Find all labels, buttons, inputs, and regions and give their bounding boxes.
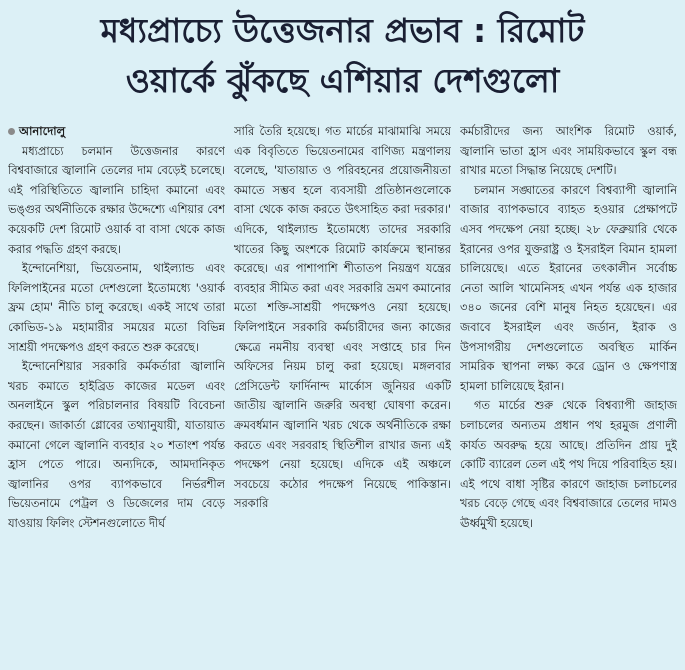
column-1 — [8, 122, 225, 668]
paragraph: মধ্যপ্রাচ্যে চলমান উত্তেজনার কারণে বিশ্ববাজারে জ্বালানি তেলের দাম বেড়েই চলেছে। এই পরিস্থিতিতে জ্বালানি চাহিদা কমানো এবং ভঙ্গুর অর্থনীতিকে রক্ষার উদ্দেশ্যে এশিয়ার বেশ কয়েকটি দেশ রিমোট ওয়ার্ক বা বাসা থেকে কাজ করার পদ্ধতি গ্রহণ করছে। — [8, 144, 225, 256]
paragraph: ইন্দোনেশিয়ার সরকারি কর্মকর্তারা জ্বালানি খরচ কমাতে হাইব্রিড কাজের মডেল এবং অনলাইনে স্কুল পরিচালনার বিষয়টি বিবেচনা করছেন। জাকার্তা গ্লোবের তথ্যানুযায়ী, যাতায়াত কমানো গেলে জ্বালানি ব্যবহার ২০ শতাংশ পর্যন্ত হ্রাস পেতে পারে। অন্যদিকে, আমদানিকৃত জ্বালানির ওপর ব্যাপকভাবে নির্ভরশীল ভিয়েতনামে পেট্রল ও ডিজেলের দাম বেড়ে যাওয়ায় ফিলিং স্টেশনগুলোতে দীর্ঘ — [8, 360, 225, 530]
byline-source: আনাদোলু — [19, 124, 66, 138]
bullet-icon — [8, 128, 15, 135]
paragraph: গত মার্চের শুরু থেকে বিশ্বব্যাপী জাহাজ চলাচলের অন্যতম প্রধান পথ হরমুজ প্রণালী কার্যত অবরুদ্ধ হয়ে আছে। প্রতিদিন প্রায় দুই কোটি ব্যারেল তেল এই পথ দিয়ে পরিবাহিত হয়। এই পথে বাধা সৃষ্টির কারণে জাহাজ চলাচলের খরচ বেড়ে গেছে এবং বিশ্ববাজারে তেলের দামও ঊর্ধ্বমুখী হয়েছে। — [460, 399, 677, 530]
column-2 — [234, 122, 451, 668]
paragraph: ইন্দোনেশিয়া, ভিয়েতনাম, থাইল্যান্ড এবং ফিলিপাইনের মতো দেশগুলো ইতোমধ্যে 'ওয়ার্ক ফ্রম হোম' নীতি চালু করেছে। একই সাথে তারা কোভিড-১৯ মহামারীর সময়ের মতো বিভিন্ন সাশ্রয়ী পদক্ষেপও গ্রহণ করতে শুরু করেছে। — [8, 262, 225, 354]
column-3 — [460, 122, 677, 668]
paragraph: সারি তৈরি হয়েছে। গত মার্চের মাঝামাঝি সময়ে এক বিবৃতিতে ভিয়েতনামের বাণিজ্য মন্ত্রণালয় বলেছে, 'যাতায়াত ও পরিবহনের প্রয়োজনীয়তা কমাতে সম্ভব হলে ব্যবসায়ী প্রতিষ্ঠানগুলোকে বাসা থেকে কাজ করতে উৎসাহিত করা দরকার।' এদিকে, থাইল্যান্ড ইতোমধ্যে তাদের সরকারি খাতের কিছু অংশকে রিমোট কার্যক্রমে স্থানান্তর করেছে। এর পাশাপাশি শীতাতপ নিয়ন্ত্রণ যন্ত্রের ব্যবহার সীমিত করা এবং সরকারি ভ্রমণ কমানোর মতো শক্তি-সাশ্রয়ী পদক্ষেপও নেয়া হয়েছে। ফিলিপাইনে সরকারি কর্মচারীদের জন্য কাজের ক্ষেত্রে নমনীয় ব্যবস্থা এবং সপ্তাহে চার দিন অফিসের নিয়ম চালু করা হয়েছে। মঙ্গলবার প্রেসিডেন্ট ফার্দিনান্দ মার্কোস জুনিয়র একটি জাতীয় জ্বালানি জরুরি অবস্থা ঘোষণা করেন। ক্রমবর্ধমান জ্বালানি খরচ থেকে অর্থনীতিকে রক্ষা করতে এবং সরবরাহ স্থিতিশীল রাখার জন্য এই পদক্ষেপ নেয়া হয়েছে। এদিকে এই অঞ্চলে সবচেয়ে কঠোর পদক্ষেপ নিয়েছে পাকিস্তান। সরকারি — [234, 125, 451, 511]
paragraph: কর্মচারীদের জন্য আংশিক রিমোট ওয়ার্ক, জ্বালানি ভাতা হ্রাস এবং সাময়িকভাবে স্কুল বন্ধ রাখার মতো সিদ্ধান্ত নিয়েছে দেশটি। — [460, 125, 677, 178]
headline-line-2: ওয়ার্কে ঝুঁকছে এশিয়ার দেশগুলো — [125, 61, 560, 100]
article-body — [8, 122, 677, 668]
headline-line-1: মধ্যপ্রাচ্যে উত্তেজনার প্রভাব : রিমোট — [100, 11, 585, 50]
byline — [8, 122, 225, 142]
headline — [8, 6, 677, 118]
paragraph: চলমান সঙ্ঘাতের কারণে বিশ্বব্যাপী জ্বালানি বাজার ব্যাপকভাবে ব্যাহত হওয়ার প্রেক্ষাপটে এসব পদক্ষেপ নেয়া হচ্ছে। ২৮ ফেব্রুয়ারি থেকে ইরানের ওপর যুক্তরাষ্ট্র ও ইসরাইল বিমান হামলা চালিয়েছে। এতে ইরানের তৎকালীন সর্বোচ্চ নেতা আলি খামেনিসহ এখন পর্যন্ত এক হাজার ৩৪০ জনের বেশি মানুষ নিহত হয়েছেন। এর জবাবে ইসরাইল এবং জর্ডান, ইরাক ও উপসাগরীয় দেশগুলোতে অবস্থিত মার্কিন সামরিক স্থাপনা লক্ষ্য করে ড্রোন ও ক্ষেপণাস্ত্র হামলা চালিয়েছে ইরান। — [460, 183, 677, 393]
